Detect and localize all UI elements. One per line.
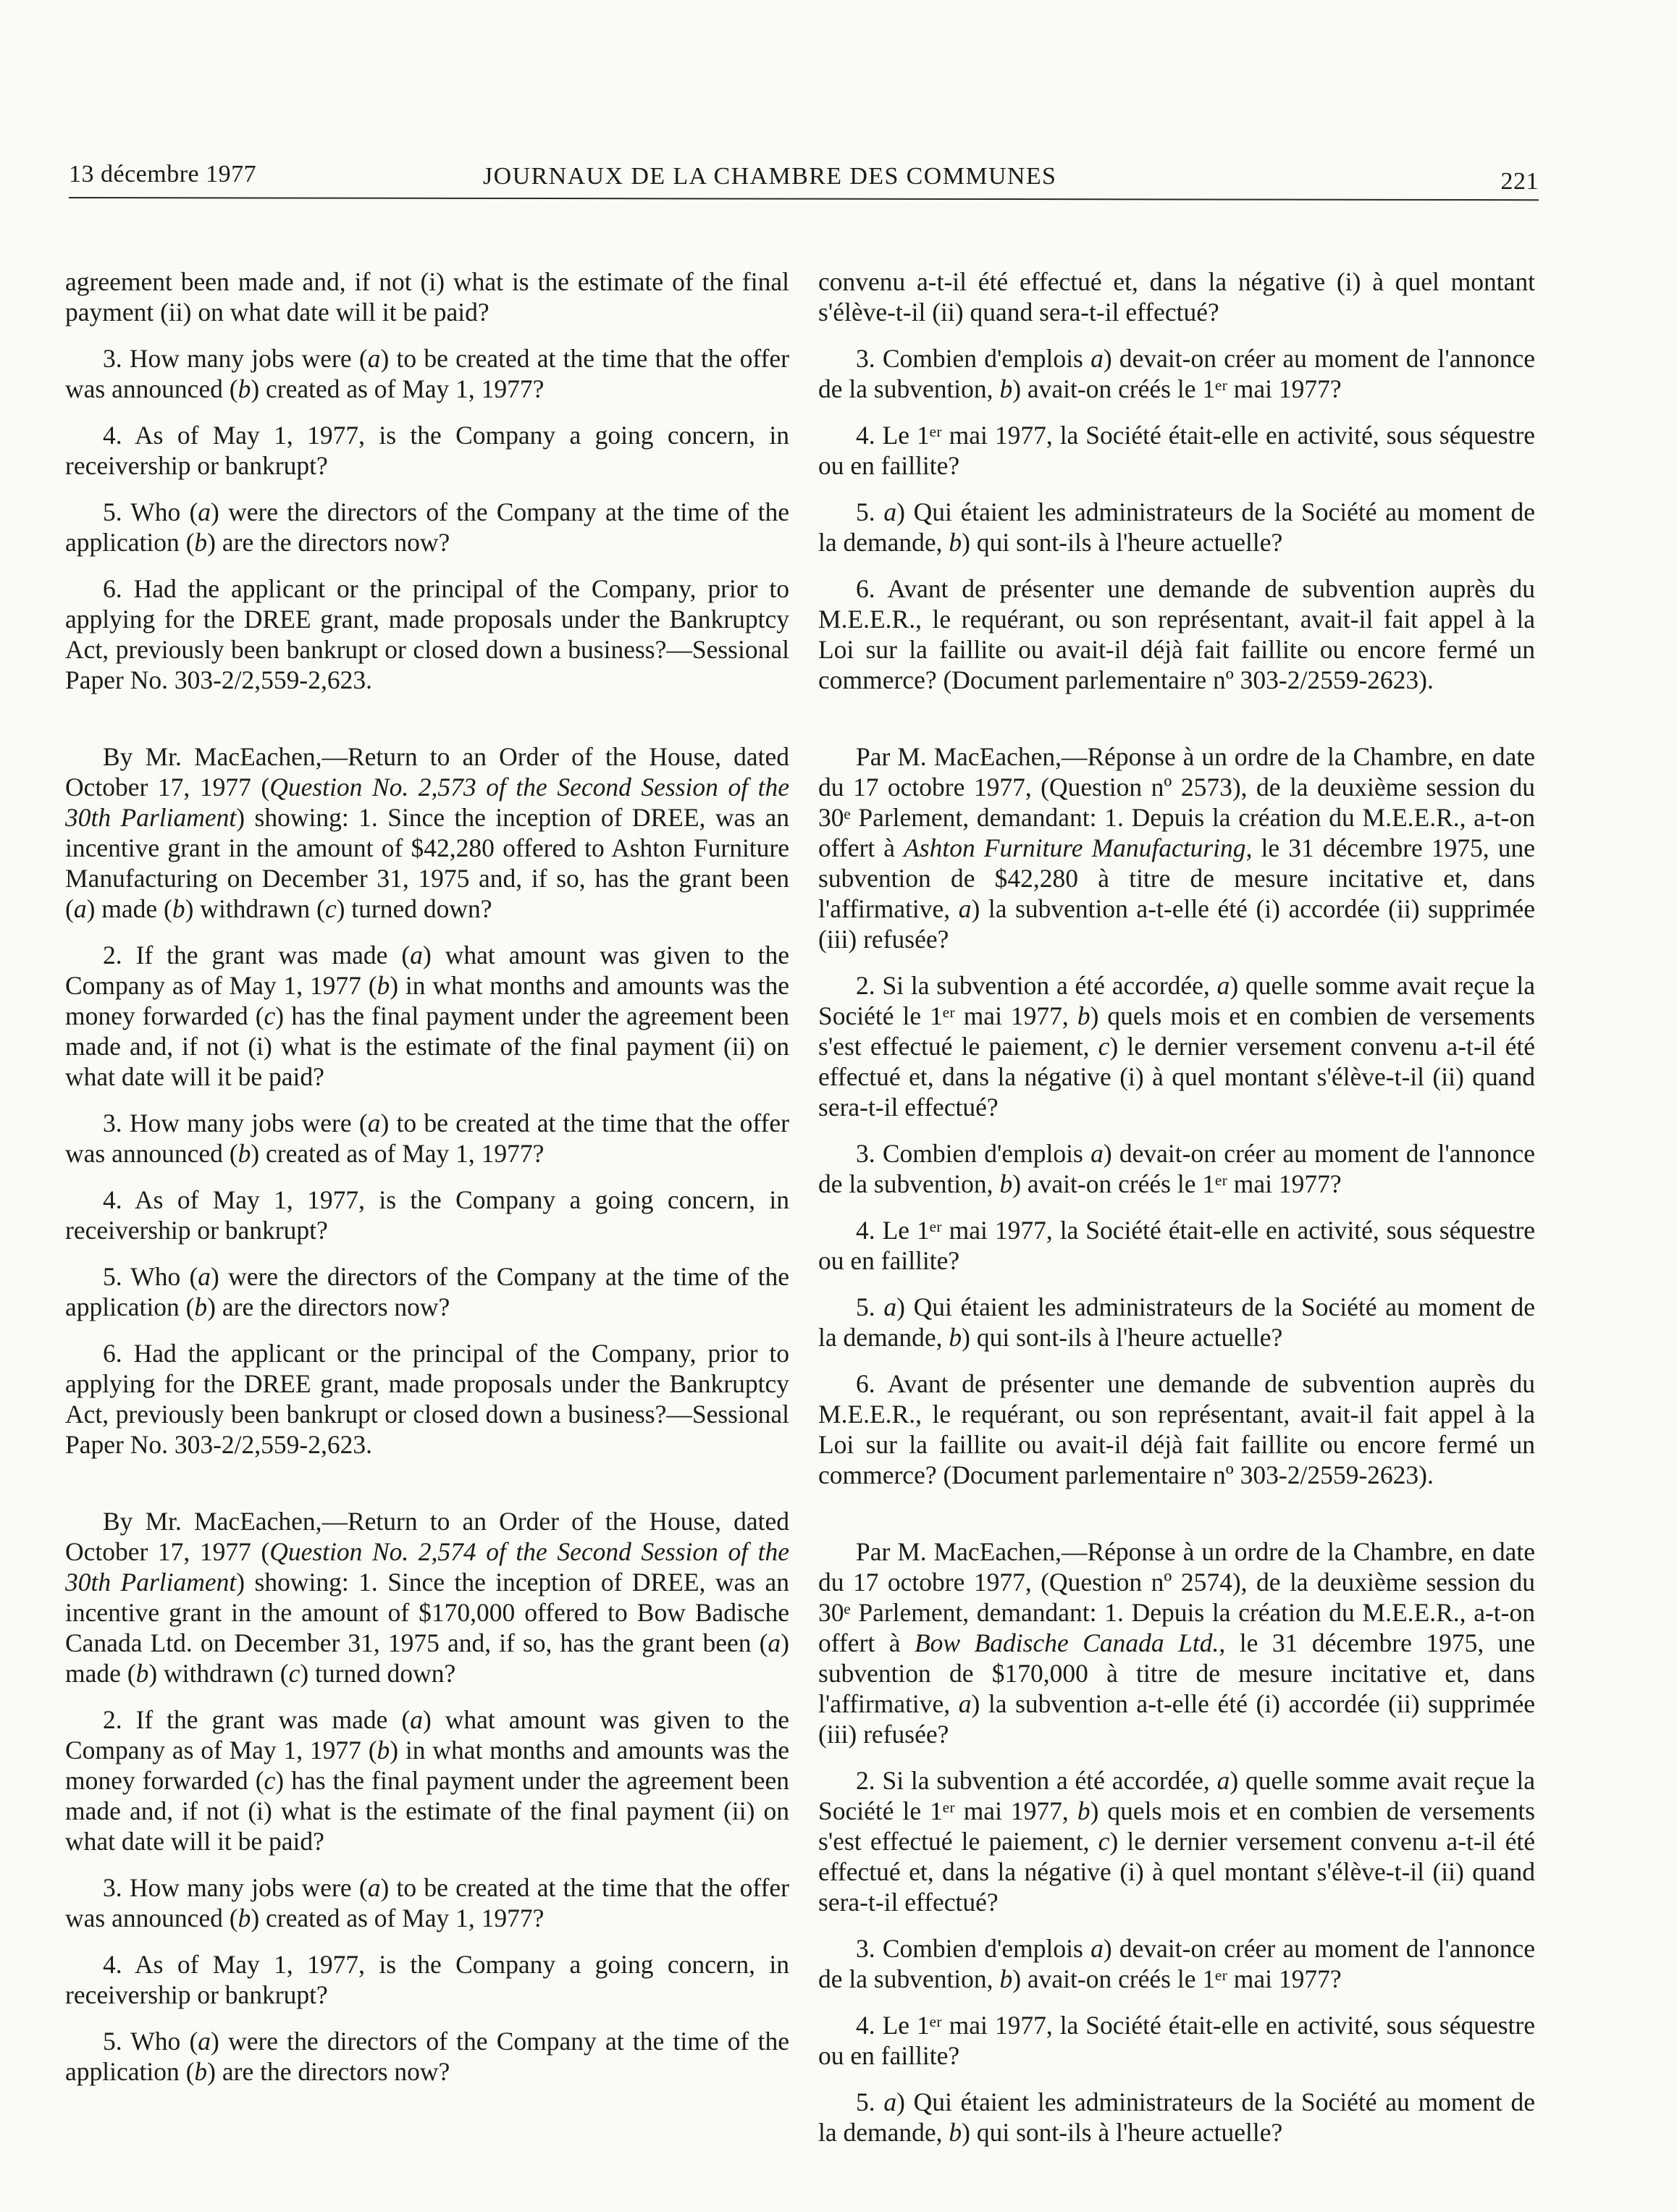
text-run: ) made ( (65, 1628, 789, 1688)
text-run: , le 31 décembre 1975, une subvention de $42,280 à titre de mesure incitative et, dans l'affirmative, (818, 833, 1535, 923)
text-run: 5. (856, 497, 884, 526)
italic-text: a (1090, 344, 1104, 373)
paragraph (818, 1536, 1535, 1749)
paragraph (65, 420, 789, 481)
text-run: By Mr. MacEachen,—Return to an Order of the House, dated October 17, 1977 ( (65, 1507, 789, 1566)
text-run: ) to be created at the time that the offer was announced ( (65, 1109, 789, 1168)
text-run: ) avait-on créés le 1ᵉʳ mai 1977? (1012, 1964, 1342, 1993)
text-run: ) withdrawn ( (185, 894, 325, 923)
text-run: ) were the directors of the Company at the time of the application ( (65, 1262, 789, 1321)
text-run: agreement been made and, if not (i) what is the estimate of the final payment (ii) on what date will it be paid? (65, 267, 789, 327)
text-run: 2. Si la subvention a été accordée, (856, 971, 1217, 1000)
italic-text: a (883, 2087, 897, 2116)
italic-text: b (999, 1169, 1013, 1198)
text-run: 4. Le 1ᵉʳ mai 1977, la Société était-elle en activité, sous séquestre ou en faillite? (818, 1216, 1535, 1275)
text-run: convenu a-t-il été effectué et, dans la négative (i) à quel montant s'élève-t-il (ii) quand sera-t-il effectué? (818, 267, 1535, 327)
text-run: ) showing: 1. Since the inception of DREE, was an incentive grant in the amount of $170,000 offered to Bow Badische Canada Ltd. on December 31, 1975 and, if so, has the grant been ( (65, 1568, 789, 1657)
left-column-english (65, 266, 789, 2103)
text-run: 5. Who ( (103, 497, 198, 526)
italic-text: Question No. 2,574 of the Second Session of the 30th Parliament (65, 1537, 789, 1597)
text-run: ) to be created at the time that the offer was announced ( (65, 1873, 789, 1933)
paragraph (818, 266, 1535, 327)
text-run: ) has the final payment under the agreement been made and, if not (i) what is the estimate of the final payment (ii) on what date will it be paid? (65, 1001, 790, 1091)
italic-text: a (958, 1689, 972, 1718)
paragraph (65, 1108, 789, 1169)
italic-text: c (324, 894, 337, 923)
paragraph (65, 1261, 789, 1322)
text-run: 3. How many jobs were ( (103, 1109, 368, 1137)
italic-text: b (172, 894, 185, 923)
italic-text: b (1077, 1001, 1090, 1030)
paragraph (65, 343, 789, 404)
text-run: 6. Avant de présenter une demande de subvention auprès du M.E.E.R., le requérant, ou son représentant, avait-il fait appel à la Loi sur la faillite ou avait-il déjà fait faillite ou encore fermé un commerce? (Document parlementaire nº 303-2/2559-2623). (818, 574, 1535, 694)
text-run: ) la subvention a-t-elle été (i) accordée (ii) supprimée (iii) refusée? (818, 894, 1535, 954)
text-run: ) are the directors now? (207, 2057, 450, 2086)
italic-text: b (135, 1659, 149, 1688)
text-run: 3. How many jobs were ( (103, 344, 368, 373)
italic-text: Ashton Furniture Manufacturing (904, 833, 1246, 862)
text-run: ) withdrawn ( (148, 1659, 289, 1688)
text-run: 4. As of May 1, 1977, is the Company a going concern, in receivership or bankrupt? (65, 1185, 789, 1245)
paragraph (818, 2087, 1535, 2148)
text-run: 3. Combien d'emplois (856, 344, 1091, 373)
text-run: ) quelle somme avait reçue la Société le 1ᵉʳ mai 1977, (818, 971, 1536, 1030)
italic-text: a (367, 344, 381, 373)
paragraph (818, 970, 1535, 1122)
text-run: 6. Avant de présenter une demande de subvention auprès du M.E.E.R., le requérant, ou son représentant, avait-il fait appel à la Loi sur la faillite ou avait-il déjà fait faillite ou encore fermé un commerce? (Document parlementaire nº 303-2/2559-2623). (818, 1369, 1535, 1489)
italic-text: c (1098, 1032, 1110, 1061)
text-run: ) avait-on créés le 1ᵉʳ mai 1977? (1012, 374, 1342, 403)
page-header (69, 161, 1539, 211)
text-run: 2. If the grant was made ( (103, 941, 411, 970)
paragraph (818, 1368, 1535, 1490)
italic-text: b (949, 1323, 962, 1352)
text-run: ) were the directors of the Company at the time of the application ( (65, 497, 789, 557)
text-run: ) turned down? (336, 894, 492, 923)
italic-text: a (410, 1705, 423, 1734)
paragraph (818, 2010, 1535, 2071)
italic-text: a (883, 497, 897, 526)
paragraph (65, 1185, 789, 1245)
italic-text: b (1077, 1796, 1090, 1825)
text-run: 4. Le 1ᵉʳ mai 1977, la Société était-elle en activité, sous séquestre ou en faillite? (818, 421, 1535, 480)
italic-text: c (264, 1001, 276, 1030)
paragraph (818, 573, 1535, 695)
paragraph (818, 497, 1535, 558)
italic-text: a (1090, 1934, 1104, 1963)
italic-text: a (1216, 1766, 1230, 1795)
italic-text: b (238, 1904, 251, 1933)
text-run: 4. Le 1ᵉʳ mai 1977, la Société était-elle en activité, sous séquestre ou en faillite? (818, 2011, 1535, 2070)
text-run: ) created as of May 1, 1977? (251, 1904, 545, 1933)
text-run: ) quels mois et en combien de versements s'est effectué le paiement, (818, 1001, 1536, 1061)
text-run: 4. As of May 1, 1977, is the Company a going concern, in receivership or bankrupt? (65, 421, 789, 480)
text-run: Par M. MacEachen,—Réponse à un ordre de la Chambre, en date du 17 octobre 1977, (Question nº 2573), de la deuxième session du 30ᵉ Parlement, demandant: 1. Depuis la création du M.E.E.R., a-t-on offert à (818, 742, 1535, 862)
paragraph (818, 1292, 1535, 1353)
italic-text: b (238, 374, 251, 403)
text-run: 4. As of May 1, 1977, is the Company a going concern, in receivership or bankrupt? (65, 1950, 789, 2009)
paragraph (818, 741, 1535, 954)
italic-text: b (377, 1736, 390, 1765)
text-run: ) Qui étaient les administrateurs de la Société au moment de la demande, (818, 2087, 1536, 2147)
text-run: 3. Combien d'emplois (856, 1139, 1091, 1168)
text-run: ) Qui étaient les administrateurs de la Société au moment de la demande, (818, 497, 1536, 557)
text-run: ) quelle somme avait reçue la Société le 1ᵉʳ mai 1977, (818, 1766, 1536, 1825)
italic-text: c (288, 1659, 300, 1688)
italic-text: b (194, 2057, 208, 2086)
text-run: ) were the directors of the Company at the time of the application ( (65, 2027, 789, 2086)
text-run: ) in what months and amounts was the money forwarded ( (65, 971, 789, 1030)
text-run: 5. Who ( (103, 2027, 198, 2056)
paragraph (65, 266, 789, 327)
italic-text: Question No. 2,573 of the Second Session of the 30th Parliament (65, 773, 789, 832)
text-run: ) le dernier versement convenu a-t-il été effectué et, dans la négative (i) à quel montant s'élève-t-il (ii) quand sera-t-il effectué? (818, 1827, 1535, 1917)
text-run: ) devait-on créer au moment de l'annonce de la subvention, (818, 344, 1536, 403)
text-run: ) devait-on créer au moment de l'annonce de la subvention, (818, 1934, 1536, 1993)
paragraph (818, 1215, 1535, 1276)
italic-text: b (949, 2118, 962, 2147)
italic-text: Bow Badische Canada Ltd. (914, 1628, 1219, 1657)
italic-text: b (194, 528, 208, 557)
text-run: 3. Combien d'emplois (856, 1934, 1091, 1963)
text-run: ) turned down? (300, 1659, 456, 1688)
italic-text: a (198, 2027, 211, 2056)
italic-text: b (194, 1292, 208, 1321)
paragraph (818, 420, 1535, 481)
text-run: ) avait-on créés le 1ᵉʳ mai 1977? (1012, 1169, 1342, 1198)
italic-text: b (238, 1139, 251, 1168)
italic-text: c (264, 1766, 276, 1795)
text-run: ) what amount was given to the Company as of May 1, 1977 ( (65, 941, 789, 1000)
text-run: ) made ( (86, 894, 172, 923)
italic-text: a (958, 894, 972, 923)
italic-text: a (367, 1109, 381, 1137)
italic-text: b (999, 374, 1013, 403)
italic-text: a (367, 1873, 381, 1902)
text-run: By Mr. MacEachen,—Return to an Order of the House, dated October 17, 1977 ( (65, 742, 789, 802)
text-run: 2. Si la subvention a été accordée, (856, 1766, 1217, 1795)
text-run: ) to be created at the time that the offer was announced ( (65, 344, 789, 403)
paragraph (65, 497, 789, 558)
paragraph (65, 2026, 789, 2087)
page-number: 221 (1500, 168, 1539, 195)
italic-text: a (73, 894, 87, 923)
journal-title: JOURNAUX DE LA CHAMBRE DES COMMUNES (483, 163, 1057, 190)
paragraph (65, 573, 789, 695)
text-run: ) qui sont-ils à l'heure actuelle? (962, 2118, 1283, 2147)
italic-text: a (198, 497, 211, 526)
text-run: ) le dernier versement convenu a-t-il été effectué et, dans la négative (i) à quel montant s'élève-t-il (ii) quand sera-t-il effectué? (818, 1032, 1535, 1122)
text-run: Par M. MacEachen,—Réponse à un ordre de la Chambre, en date du 17 octobre 1977, (Question nº 2574), de la deuxième session du 30ᵉ Parlement, demandant: 1. Depuis la création du M.E.E.R., a-t-on offert à (818, 1537, 1535, 1657)
italic-text: a (410, 941, 423, 970)
text-run: ) created as of May 1, 1977? (251, 1139, 545, 1168)
text-run: ) qui sont-ils à l'heure actuelle? (962, 1323, 1283, 1352)
text-run: ) quels mois et en combien de versements s'est effectué le paiement, (818, 1796, 1536, 1856)
text-run: ) are the directors now? (207, 1292, 450, 1321)
text-run: ) la subvention a-t-elle été (i) accordée (ii) supprimée (iii) refusée? (818, 1689, 1535, 1749)
text-run: 6. Had the applicant or the principal of the Company, prior to applying for the DREE grant, made proposals under the Bankruptcy Act, previously been bankrupt or closed down a business?—Sessional Paper No. 303-2/2,559-2,623. (65, 574, 789, 694)
text-run: ) created as of May 1, 1977? (251, 374, 545, 403)
text-run: ) showing: 1. Since the inception of DREE, was an incentive grant in the amount of $42,280 offered to Ashton Furniture Manufacturing on December 31, 1975 and, if so, has the grant been ( (65, 803, 789, 923)
text-run: ) qui sont-ils à l'heure actuelle? (962, 528, 1283, 557)
paragraph (65, 1872, 789, 1933)
text-run: 5. Who ( (103, 1262, 198, 1291)
paragraph (65, 1949, 789, 2010)
paragraph (818, 343, 1535, 404)
italic-text: b (949, 528, 962, 557)
paragraph (65, 1338, 789, 1460)
text-run: ) what amount was given to the Company as of May 1, 1977 ( (65, 1705, 789, 1765)
paragraph (65, 940, 789, 1092)
italic-text: a (1090, 1139, 1104, 1168)
text-run: ) has the final payment under the agreement been made and, if not (i) what is the estimate of the final payment (ii) on what date will it be paid? (65, 1766, 790, 1856)
paragraph (65, 741, 789, 924)
text-run: ) Qui étaient les administrateurs de la Société au moment de la demande, (818, 1292, 1536, 1352)
italic-text: b (999, 1964, 1013, 1993)
text-run: ) are the directors now? (207, 528, 450, 557)
paragraph (65, 1506, 789, 1689)
text-run: 5. (856, 2087, 884, 2116)
text-run: ) in what months and amounts was the money forwarded ( (65, 1736, 789, 1795)
paragraph (818, 1765, 1535, 1917)
right-column-french (818, 266, 1535, 2163)
paragraph (818, 1933, 1535, 1994)
text-run: , le 31 décembre 1975, une subvention de $170,000 à titre de mesure incitative et, dans l'affirmative, (818, 1628, 1536, 1718)
text-run: 2. If the grant was made ( (103, 1705, 411, 1734)
italic-text: b (377, 971, 390, 1000)
paragraph (818, 1138, 1535, 1199)
text-run: 5. (856, 1292, 884, 1321)
header-date: 13 décembre 1977 (69, 161, 257, 188)
italic-text: a (883, 1292, 897, 1321)
text-run: ) devait-on créer au moment de l'annonce de la subvention, (818, 1139, 1536, 1198)
italic-text: a (198, 1262, 211, 1291)
italic-text: a (1216, 971, 1230, 1000)
italic-text: c (1098, 1827, 1110, 1856)
paragraph (65, 1704, 789, 1856)
text-run: 6. Had the applicant or the principal of the Company, prior to applying for the DREE grant, made proposals under the Bankruptcy Act, previously been bankrupt or closed down a business?—Sessional Paper No. 303-2/2,559-2,623. (65, 1339, 789, 1459)
text-run: 3. How many jobs were ( (103, 1873, 368, 1902)
italic-text: a (768, 1628, 781, 1657)
